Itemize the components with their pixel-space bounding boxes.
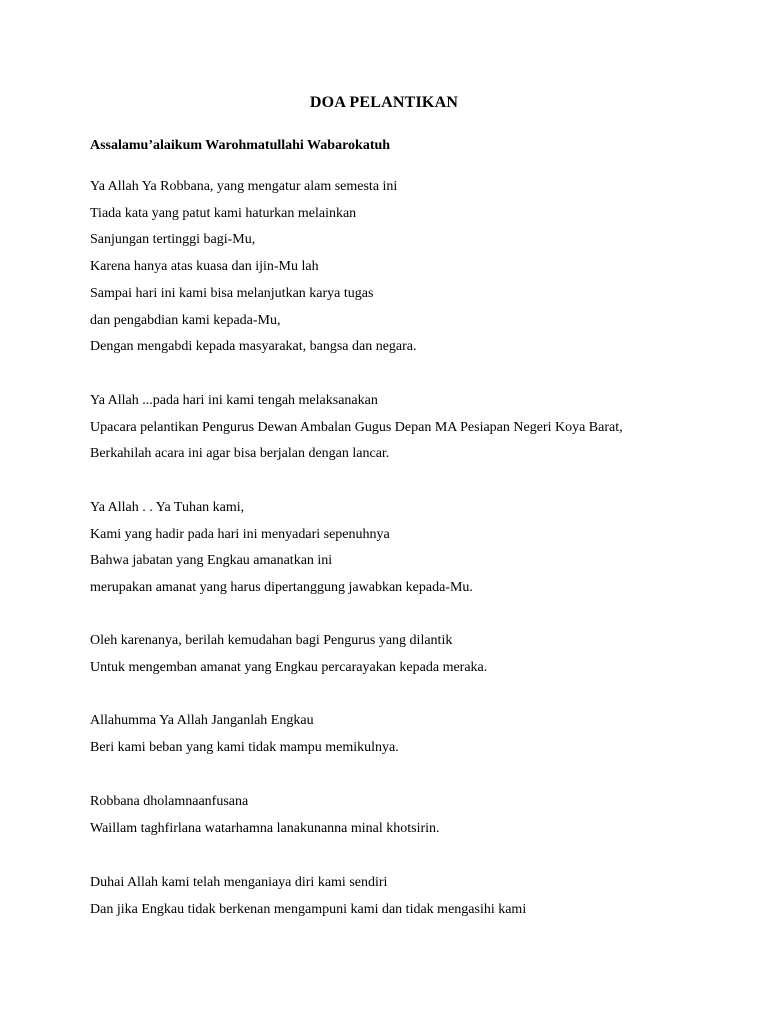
stanza-5: [90, 708, 399, 761]
text-line: Berkahilah acara ini agar bisa berjalan dengan lancar.: [90, 446, 390, 462]
stanza-2: [90, 388, 623, 468]
document-title: DOA PELANTIKAN: [309, 94, 459, 111]
text-line: Untuk mengemban amanat yang Engkau percarayakan kepada meraka.: [90, 659, 488, 675]
greeting-line: Assalamu’alaikum Warohmatullahi Wabarokatuh: [90, 138, 391, 153]
text-line: Bahwa jabatan yang Engkau amanatkan ini: [90, 553, 333, 569]
text-line: Sanjungan tertinggi bagi-Mu,: [90, 232, 256, 248]
text-line: Ya Allah ...pada hari ini kami tengah melaksanakan: [90, 393, 378, 408]
text-line: Duhai Allah kami telah menganiaya diri kami sendiri: [90, 875, 388, 890]
text-line: Beri kami beban yang kami tidak mampu memikulnya.: [90, 739, 399, 755]
text-line: Sampai hari ini kami bisa melanjutkan karya tugas: [90, 285, 374, 301]
text-line: Waillam taghfirlana watarhamna lanakunanna minal khotsirin.: [90, 820, 440, 836]
text-line: Upacara pelantikan Pengurus Dewan Ambalan Gugus Depan MA Pesiapan Negeri Koya Barat,: [90, 419, 623, 435]
text-line: Robbana dholamnaanfusana: [90, 794, 249, 809]
stanza-6: [90, 789, 440, 842]
text-line: Karena hanya atas kuasa dan ijin-Mu lah: [90, 259, 319, 275]
text-line: Allahumma Ya Allah Janganlah Engkau: [90, 713, 314, 728]
stanza-7: [90, 870, 526, 923]
text-line: Tiada kata yang patut kami haturkan melainkan: [90, 205, 357, 221]
text-line: dan pengabdian kami kepada-Mu,: [90, 312, 281, 328]
stanza-3: [90, 495, 473, 602]
text-line: merupakan amanat yang harus dipertanggung jawabkan kepada-Mu.: [90, 580, 473, 596]
stanza-4: [90, 628, 487, 681]
stanza-1: [90, 174, 417, 361]
text-line: Ya Allah Ya Robbana, yang mengatur alam semesta ini: [90, 179, 398, 194]
text-line: Kami yang hadir pada hari ini menyadari sepenuhnya: [90, 526, 390, 542]
text-line: Dan jika Engkau tidak berkenan mengampuni kami dan tidak mengasihi kami: [90, 901, 527, 917]
text-line: Oleh karenanya, berilah kemudahan bagi Pengurus yang dilantik: [90, 633, 453, 648]
text-line: Ya Allah . . Ya Tuhan kami,: [90, 500, 245, 515]
text-line: Dengan mengabdi kepada masyarakat, bangsa dan negara.: [90, 339, 417, 355]
